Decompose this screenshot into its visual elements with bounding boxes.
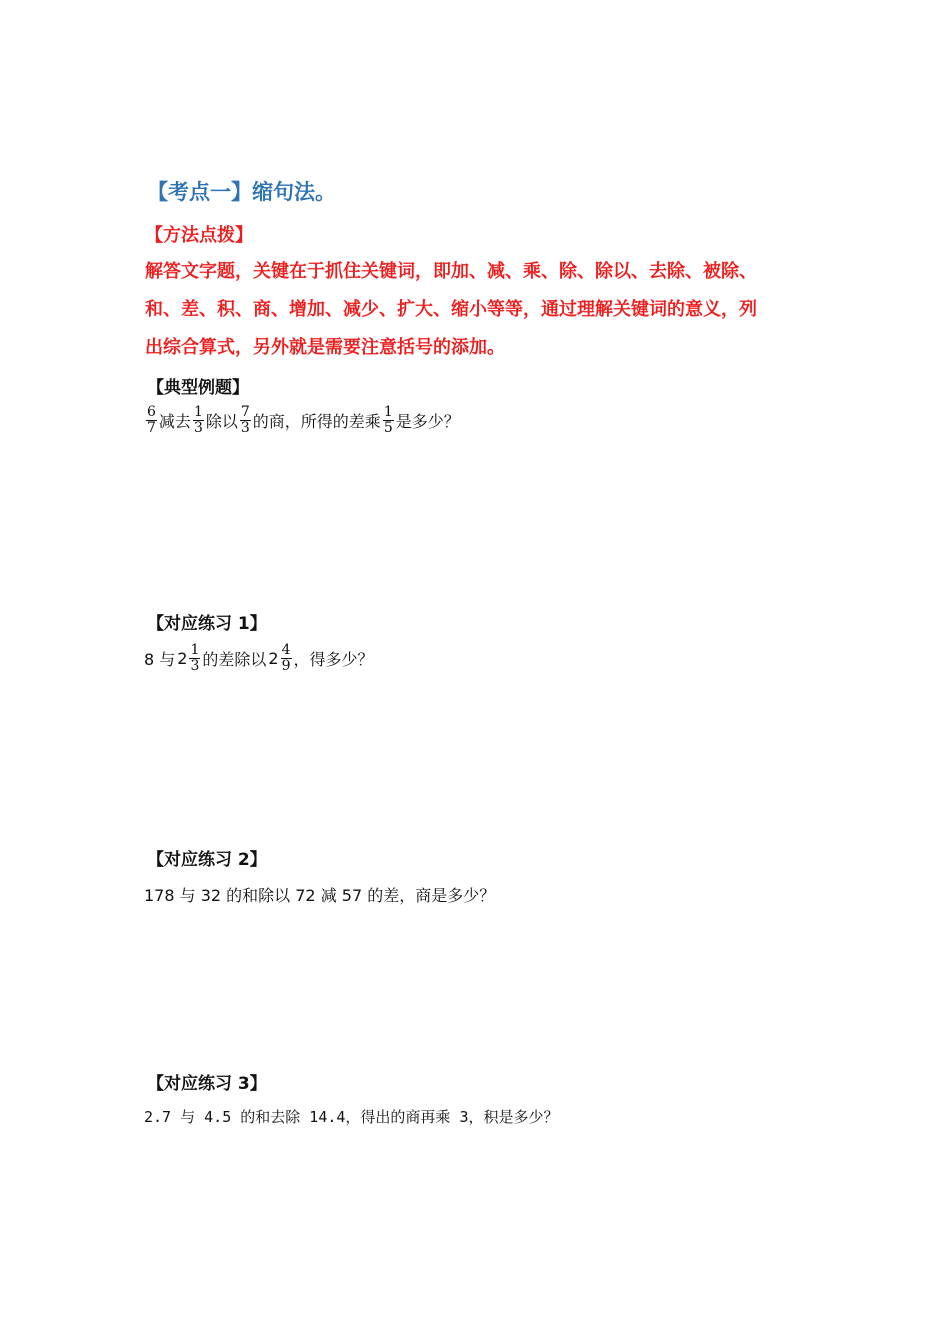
method-heading: 【方法点拨】 xyxy=(145,225,253,246)
fraction: $\frac{1}{5}$ xyxy=(383,404,393,436)
fraction: $\frac{1}{3}$ xyxy=(190,642,200,674)
practice-2-heading: 【对应练习 2】 xyxy=(147,850,267,870)
practice-3-question: 2.7 与 4.5 的和去除 14.4，得出的商再乘 3，积是多少？ xyxy=(144,1108,559,1126)
example-question: $\frac{6}{7}$ 减去 $\frac{1}{3}$ 除以 $\frac{7}{3}$ 的商，所得的差乘 $\frac{1}{5}$ 是多少？ xyxy=(147,404,460,436)
fraction: $\frac{4}{9}$ xyxy=(281,642,291,674)
practice-1-question: 8 与 2 $\frac{1}{3}$ 的差除以 2 $\frac{4}{9}$ ，得多少？ xyxy=(144,642,374,674)
fraction: $\frac{6}{7}$ xyxy=(147,404,156,436)
fraction: $\frac{1}{3}$ xyxy=(193,404,203,436)
practice-2-question: 178 与 32 的和除以 72 减 57 的差，商是多少？ xyxy=(144,886,496,905)
practice-3-heading: 【对应练习 3】 xyxy=(147,1074,267,1094)
method-line-3: 出综合算式，另外就是需要注意括号的添加。 xyxy=(145,337,505,358)
fraction: $\frac{7}{3}$ xyxy=(240,404,250,436)
section-title: 【考点一】缩句法。 xyxy=(147,180,336,204)
method-body xyxy=(145,253,757,367)
method-line-2: 和、差、积、商、增加、减少、扩大、缩小等等，通过理解关键词的意义，列 xyxy=(145,299,757,320)
example-heading: 【典型例题】 xyxy=(147,378,249,398)
method-line-1: 解答文字题，关键在于抓住关键词，即加、减、乘、除、除以、去除、被除、 xyxy=(145,261,757,282)
practice-1-heading: 【对应练习 1】 xyxy=(147,614,267,634)
